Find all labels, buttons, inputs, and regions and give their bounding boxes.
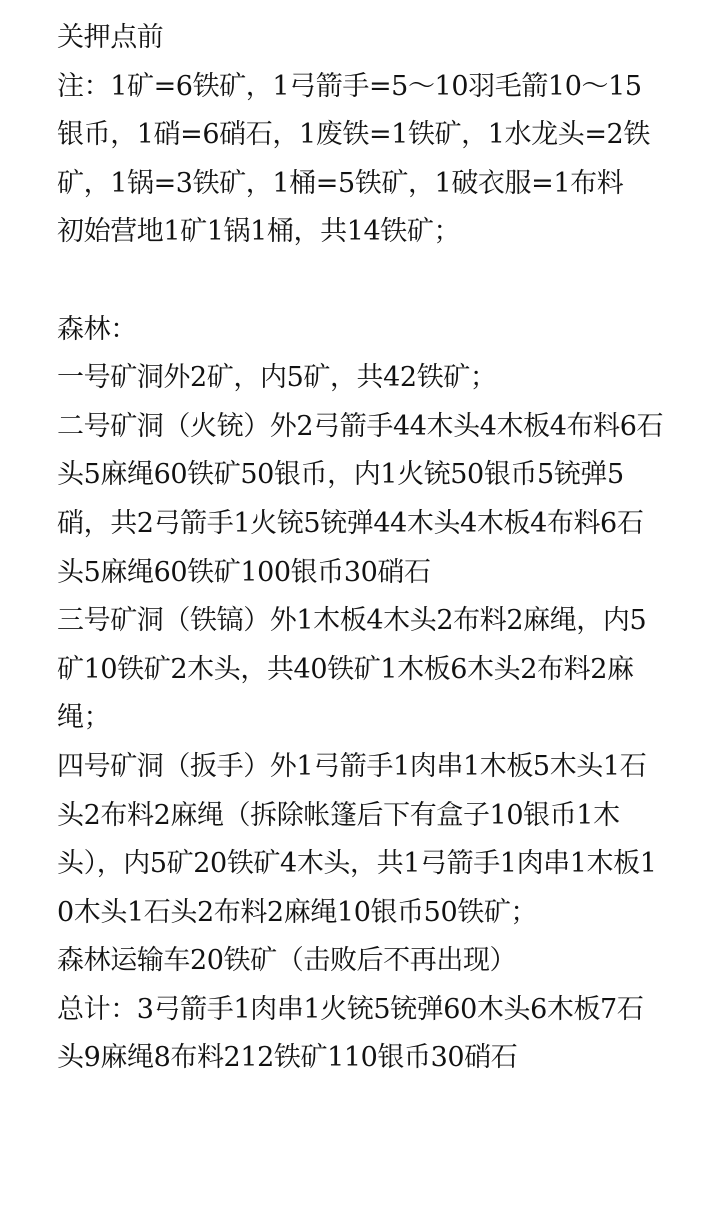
mine-2-line: 二号矿洞（火铳）外2弓箭手44木头4木板4布料6石头5麻绳60铁矿50银币，内1火铳50银币5铳弹5硝，共2弓箭手1火铳5铳弹44木头4木板4布料6石头5麻绳60铁矿100银币30硝石 bbox=[57, 410, 664, 588]
document-body bbox=[57, 14, 667, 1083]
mine-4-line: 四号矿洞（扳手）外1弓箭手1肉串1木板5木头1石头2布料2麻绳（拆除帐篷后下有盒子10银币1木头），内5矿20铁矿4木头，共1弓箭手1肉串1木板10木头1石头2布料2麻绳10银币50铁矿； bbox=[57, 750, 657, 928]
mine-3-line: 三号矿洞（铁镐）外1木板4木头2布料2麻绳，内5矿10铁矿2木头，共40铁矿1木板6木头2布料2麻绳； bbox=[57, 605, 647, 734]
forest-heading: 森林： bbox=[57, 313, 137, 345]
initial-camp-line: 初始营地1矿1锅1桶，共14铁矿； bbox=[57, 216, 461, 248]
total-line: 总计：3弓箭手1肉串1火铳5铳弹60木头6木板7石头9麻绳8布料212铁矿110银币30硝石 bbox=[57, 993, 644, 1074]
mine-1-line: 一号矿洞外2矿，内5矿，共42铁矿； bbox=[57, 362, 497, 394]
forest-transport-line: 森林运输车20铁矿（击败后不再出现） bbox=[57, 945, 517, 977]
conversion-note: 注：1矿=6铁矿，1弓箭手=5～10羽毛箭10～15银币，1硝=6硝石，1废铁=1铁矿，1水龙头=2铁矿，1锅=3铁矿，1桶=5铁矿，1破衣服=1布料 bbox=[57, 70, 650, 199]
blank-line bbox=[57, 257, 667, 306]
heading-before-detention: 关押点前 bbox=[57, 22, 164, 53]
